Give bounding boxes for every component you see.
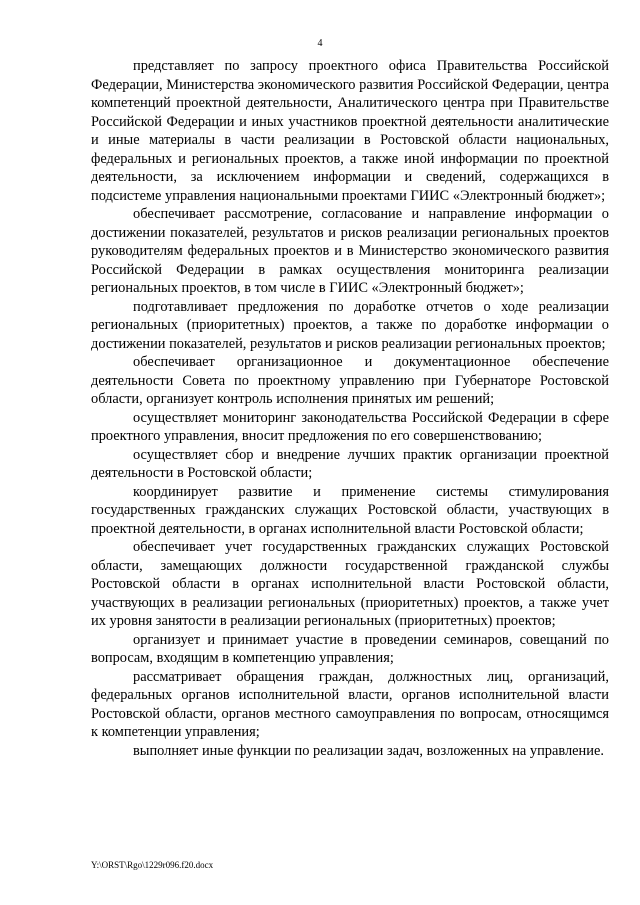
paragraph-5: осуществляет мониторинг законодательства Российской Федерации в сфере проектного управления, вносит предложения по его совершенствованию;	[91, 409, 609, 444]
footer-file-path: Y:\ORST\Rgo\1229r096.f20.docx	[91, 860, 214, 870]
paragraph-10: рассматривает обращения граждан, должностных лиц, организаций, федеральных органов исполнительной власти, органов исполнительной власти Ростовской области, органов местного самоуправления по вопросам, относящимся к компетенции управления;	[91, 668, 609, 740]
paragraph-7: координирует развитие и применение системы стимулирования государственных гражданских служащих Ростовской области, участвующих в проектной деятельности, в органах исполнительной власти Ростовской области;	[91, 483, 609, 537]
paragraph-3: подготавливает предложения по доработке отчетов о ходе реализации региональных (приоритетных) проектов, а также по доработке информации о достижении показателей, результатов и рисков реализации региональных проектов;	[91, 298, 609, 352]
paragraph-6: осуществляет сбор и внедрение лучших практик организации проектной деятельности в Ростовской области;	[91, 446, 609, 481]
document-body	[91, 57, 609, 760]
paragraph-8: обеспечивает учет государственных гражданских служащих Ростовской области, замещающих должности государственной гражданской службы Ростовской области в органах исполнительной власти Ростовской области, участвующих в реализации региональных (приоритетных) проектов, а также учет их уровня занятости в реализации региональных (приоритетных) проектов;	[91, 539, 609, 629]
paragraph-4: обеспечивает организационное и документационное обеспечение деятельности Совета по проектному управлению при Губернаторе Ростовской области, организует контроль исполнения принятых им решений;	[91, 354, 609, 407]
paragraph-1: представляет по запросу проектного офиса Правительства Российской Федерации, Министерства экономического развития Российской Федерации, центра компетенций проектной деятельности, Аналитического центра при Правительстве Российской Федерации и иных участников проектной деятельности аналитические и иные материалы в части реализации в Ростовской области национальных, федеральных и региональных проектов, а также иной информации по проектной деятельности, за исключением информации и сведений, содержащихся в подсистеме управления национальными проектами ГИИС «Электронный бюджет»;	[91, 58, 609, 204]
page-number: 4	[317, 38, 323, 49]
paragraph-2: обеспечивает рассмотрение, согласование и направление информации о достижении показателей, результатов и рисков реализации региональных проектов руководителям федеральных проектов и в Министерство экономического развития Российской Федерации в рамках осуществления мониторинга реализации региональных проектов, в том числе в ГИИС «Электронный бюджет»;	[91, 206, 609, 296]
paragraph-9: организует и принимает участие в проведении семинаров, совещаний по вопросам, входящим в компетенцию управления;	[91, 631, 609, 666]
paragraph-11: выполняет иные функции по реализации задач, возложенных на управление.	[133, 742, 604, 759]
